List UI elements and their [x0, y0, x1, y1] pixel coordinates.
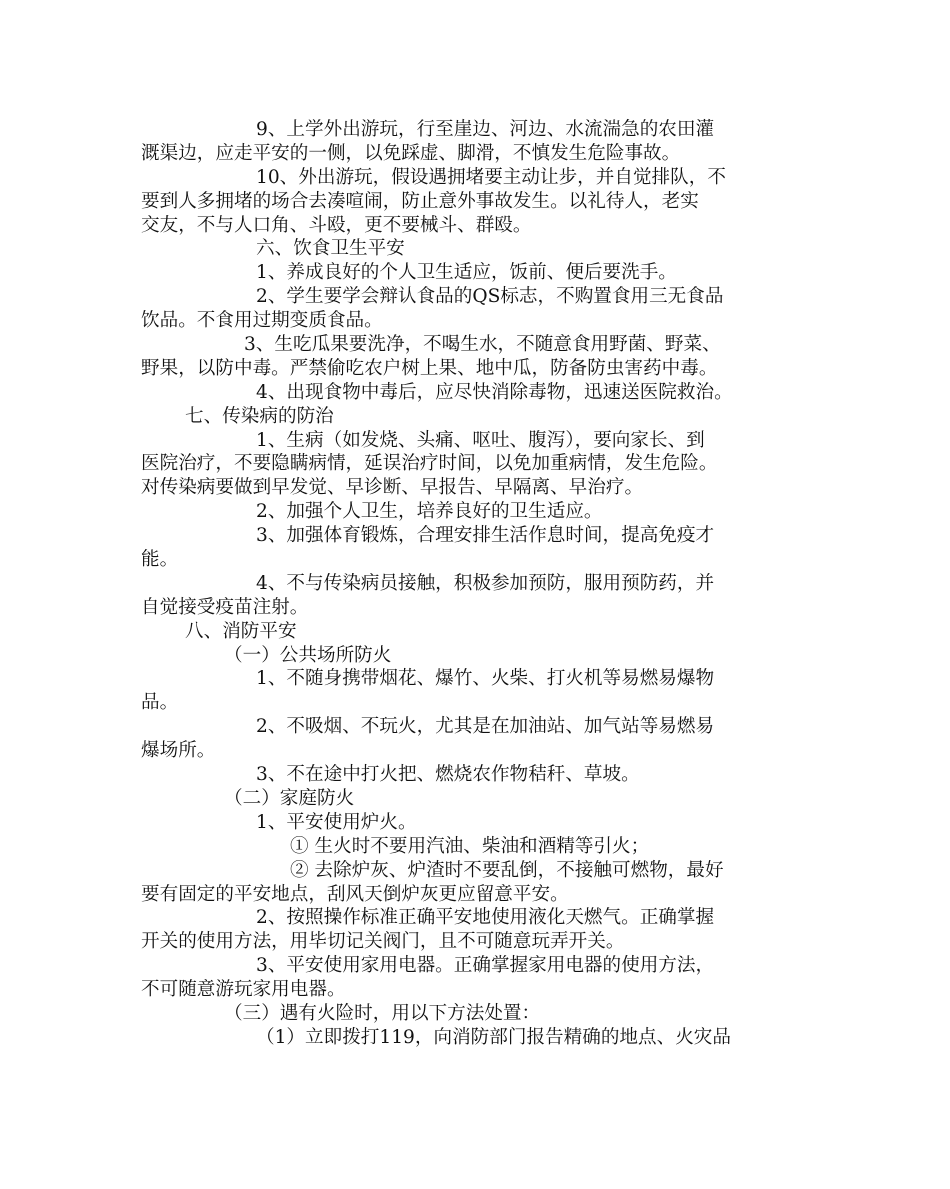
text-line: 品。: [141, 692, 179, 714]
text-line: 七、传染病的防治: [185, 405, 334, 427]
text-line: （1）立即拨打119，向消防部门报告精确的地点、火灾品: [256, 1026, 731, 1048]
text-line: 2、加强个人卫生，培养良好的卫生适应。: [256, 501, 603, 523]
document-page: [0, 118, 950, 1050]
text-line: 1、不随身携带烟花、爆竹、火柴、打火机等易燃易爆物: [256, 668, 715, 690]
text-line: 4、出现食物中毒后，应尽快消除毒物，迅速送医院救治。: [256, 381, 733, 403]
text-line: 要有固定的平安地点，刮风天倒炉灰更应留意平安。: [141, 883, 569, 905]
text-line: 3、生吃瓜果要洗净，不喝生水，不随意食用野菌、野菜、: [244, 334, 721, 356]
text-line: 不可随意游玩家用电器。: [141, 979, 346, 1001]
text-line: 2、不吸烟、不玩火，尤其是在加油站、加气站等易燃易: [256, 716, 715, 738]
text-line: 3、平安使用家用电器。正确掌握家用电器的使用方法，: [256, 955, 715, 977]
text-line: 八、消防平安: [185, 620, 297, 642]
text-line: （三）遇有火险时，用以下方法处置：: [224, 1002, 541, 1024]
text-line: 对传染病要做到早发觉、早诊断、早报告、早隔离、早治疗。: [141, 477, 644, 499]
text-line: 自觉接受疫苗注射。: [141, 596, 309, 618]
text-line: （二）家庭防火: [224, 787, 355, 809]
text-line: 9、上学外出游玩，行至崖边、河边、水流湍急的农田灌: [256, 119, 715, 140]
text-line: （一）公共场所防火: [224, 644, 392, 666]
text-line: 1、生病（如发烧、头痛、呕吐、腹泻），要向家长、到: [256, 429, 705, 451]
text-line: ① 生火时不要用汽油、柴油和酒精等引火；: [290, 835, 650, 857]
text-line: 10、外出游玩，假设遇拥堵要主动让步，并自觉排队，不: [256, 166, 726, 188]
text-line: 溉渠边，应走平安的一侧，以免踩虚、脚滑，不慎发生危险事故。: [141, 142, 681, 164]
text-line: 爆场所。: [141, 740, 216, 762]
text-line: 1、养成良好的个人卫生适应，饭前、便后要洗手。: [256, 262, 677, 284]
text-line: 4、不与传染病员接触，积极参加预防，服用预防药，并: [256, 572, 715, 594]
text-line: 野果，以防中毒。严禁偷吃农户树上果、地中瓜，防备防虫害药中毒。: [141, 357, 718, 379]
text-line: 医院治疗，不要隐瞒病情，延误治疗时间，以免加重病情，发生危险。: [141, 453, 718, 475]
text-line: 2、学生要学会辩认食品的QS标志，不购置食用三无食品: [256, 286, 724, 308]
text-line: 六、饮食卫生平安: [256, 238, 405, 260]
text-line: 3、不在途中打火把、燃烧农作物秸秆、草坡。: [256, 764, 640, 786]
text-line: 3、加强体育锻炼，合理安排生活作息时间，提高免疫才: [256, 525, 715, 547]
text-line: 饮品。不食用过期变质食品。: [141, 310, 383, 332]
text-line: 交友，不与人口角、斗殴，更不要械斗、群殴。: [141, 214, 532, 236]
text-line: 要到人多拥堵的场合去凑喧闹，防止意外事故发生。以礼待人，老实: [141, 190, 699, 212]
text-line: ② 去除炉灰、炉渣时不要乱倒，不接触可燃物，最好: [290, 859, 724, 881]
text-line: 开关的使用方法，用毕切记关阀门，且不可随意玩弄开关。: [141, 931, 625, 953]
text-line: 2、按照操作标准正确平安地使用液化天燃气。正确掌握: [256, 907, 715, 929]
text-line: 1、平安使用炉火。: [256, 811, 417, 833]
text-line: 能。: [141, 549, 179, 571]
